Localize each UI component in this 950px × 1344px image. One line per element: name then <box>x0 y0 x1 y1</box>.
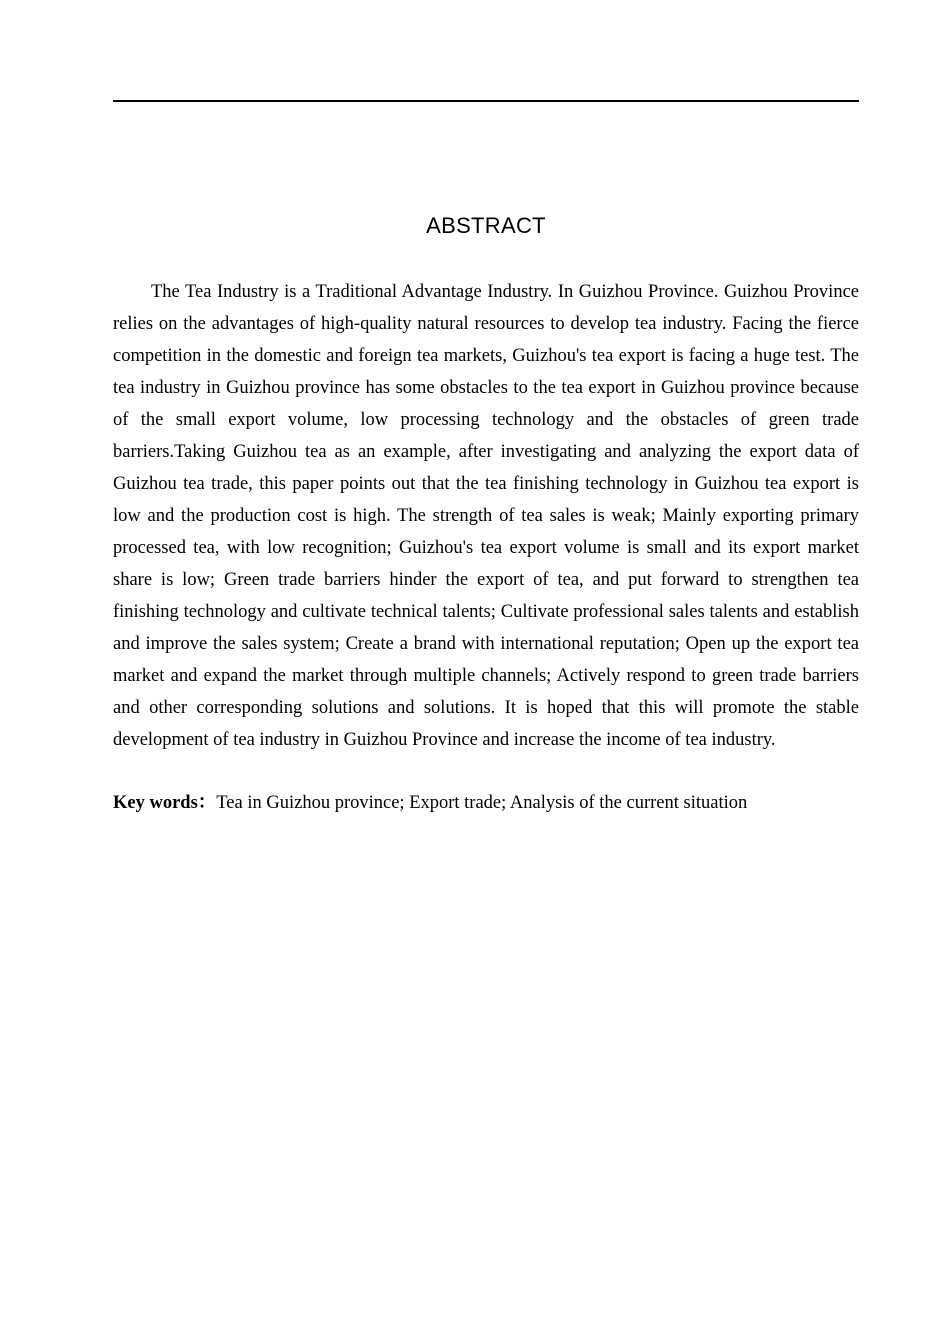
keywords-label: Key words： <box>113 793 217 813</box>
abstract-body: The Tea Industry is a Traditional Advantage Industry. In Guizhou Province. Guizhou Province relies on the advantages of high-quality natural resources to develop tea industry. Facing the fierce competition in the domestic and foreign tea markets, Guizhou's tea export is facing a huge test. The tea industry in Guizhou province has some obstacles to the tea export in Guizhou province because of the small export volume, low processing technology and the obstacles of green trade barriers.Taking Guizhou tea as an example, after investigating and analyzing the export data of Guizhou tea trade, this paper points out that the tea finishing technology in Guizhou tea export is low and the production cost is high. The strength of tea sales is weak; Mainly exporting primary processed tea, with low recognition; Guizhou's tea export volume is small and its export market share is low; Green trade barriers hinder the export of tea, and put forward to strengthen tea finishing technology and cultivate technical talents; Cultivate professional sales talents and establish and improve the sales system; Create a brand with international reputation; Open up the export tea market and expand the market through multiple channels; Actively respond to green trade barriers and other corresponding solutions and solutions. It is hoped that this will promote the stable development of tea industry in Guizhou Province and increase the income of tea industry. <box>113 282 859 750</box>
page-title: ABSTRACT <box>426 213 546 238</box>
keywords-text: Tea in Guizhou province; Export trade; Analysis of the current situation <box>216 793 748 813</box>
header-rule <box>113 100 859 102</box>
keywords-line <box>113 787 859 819</box>
